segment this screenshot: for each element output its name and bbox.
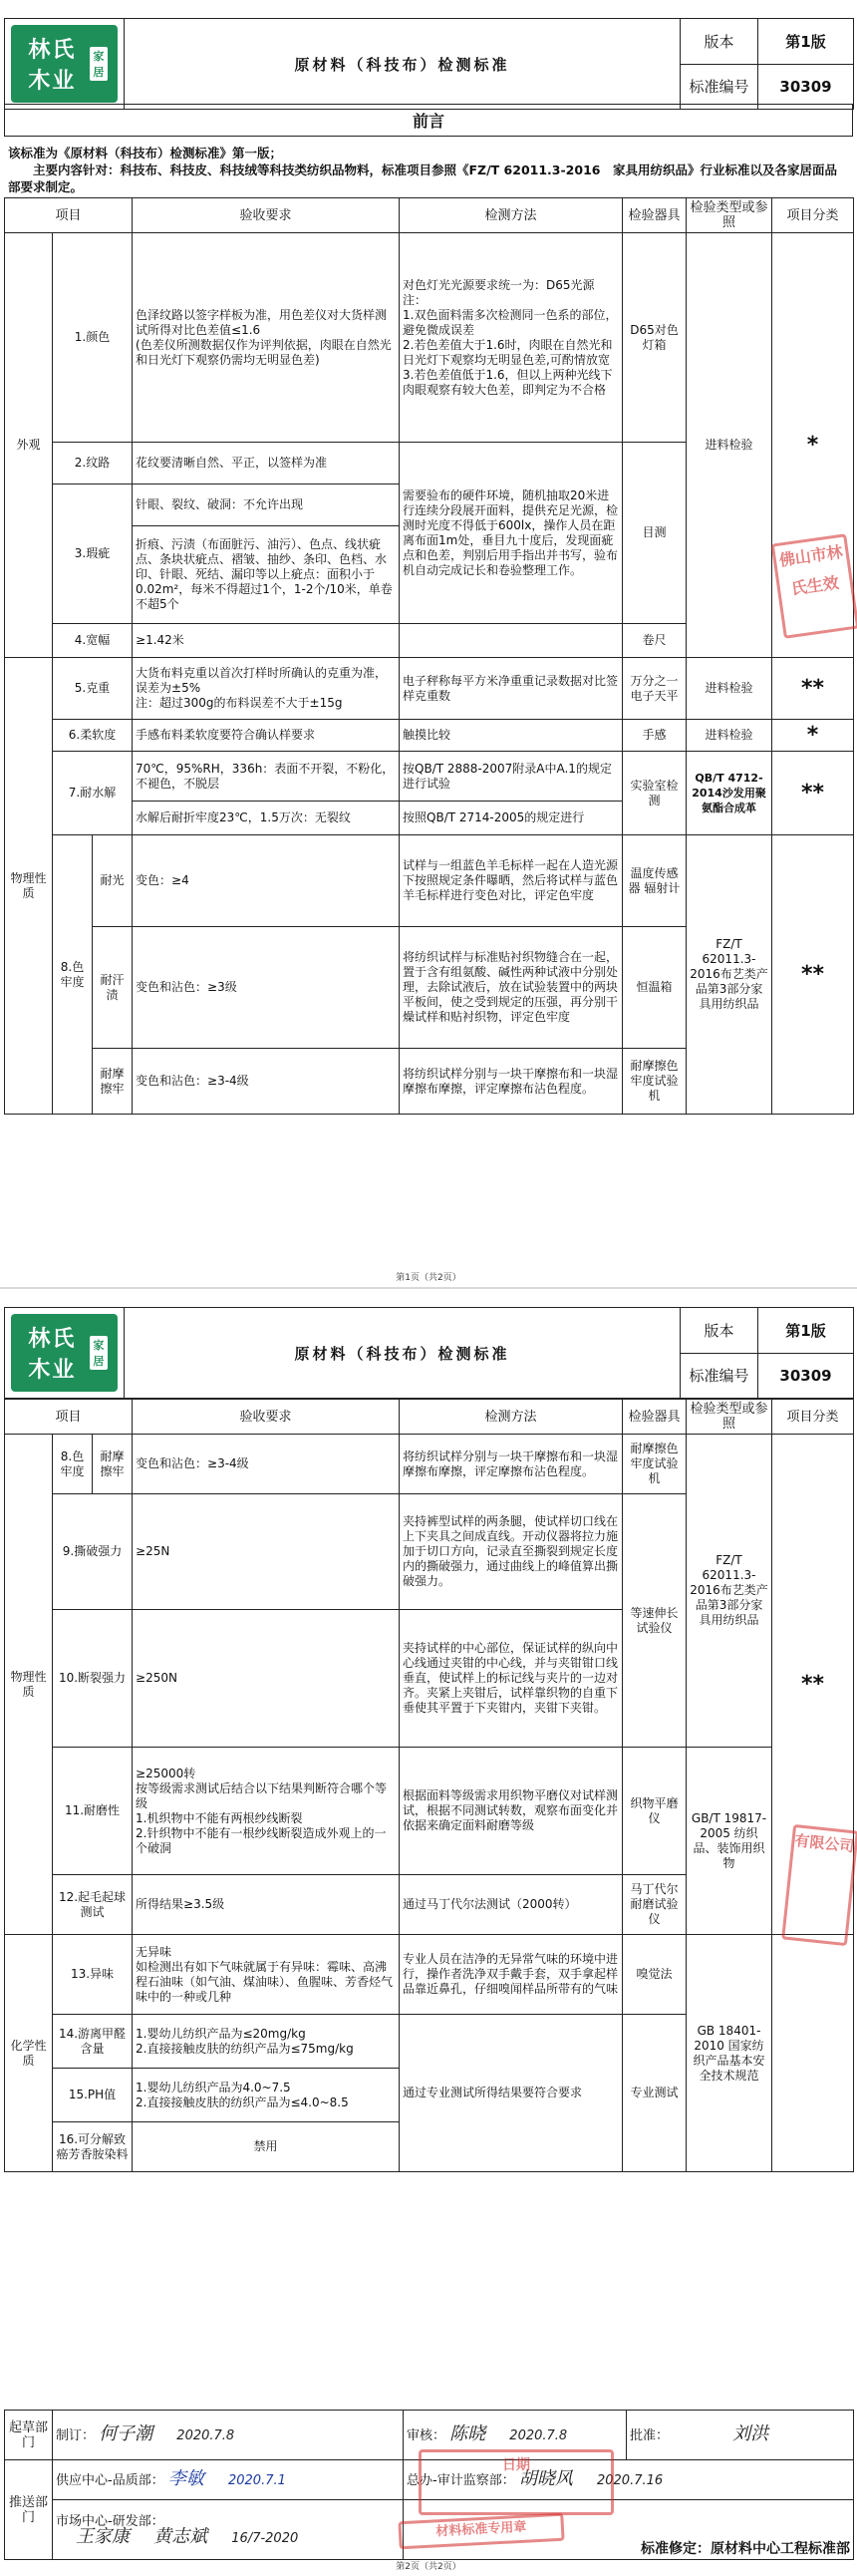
item-method: 触摸比较 [400, 720, 623, 752]
preface-line-2: 主要内容针对：科技布、科技皮、科技绒等科技类纺织品物料，标准项目参照《FZ/T 62011.3-2016 家具用纺织品》行业标准以及各家居面品部要求制定。 [8, 162, 837, 194]
item-name: 9.撕破强力 [53, 1494, 133, 1610]
item-name: 2.纹路 [53, 443, 133, 484]
col-type: 检验类型或参照 [687, 198, 772, 233]
drafter-signature: 何子潮 [99, 2423, 153, 2444]
item-method: 夹持裤型试样的两条腿，使试样切口线在上下夹具之间成直线。开动仪器将拉力施加于切口方向，记录直至撕裂到规定长度内的撕破强力，通过曲线上的峰值算出撕破强力。 [400, 1494, 623, 1610]
standards-table-1 [4, 197, 854, 1115]
item-type: 进料检验 [687, 233, 772, 658]
item-name: 4.宽幅 [53, 624, 133, 658]
item-req: 禁用 [133, 2122, 400, 2172]
market-signature: 王家康 [76, 2525, 130, 2547]
code-value: 30309 [758, 64, 854, 110]
item-name: 8.色牢度 [53, 835, 93, 1115]
market-signature-2: 黄志斌 [153, 2525, 208, 2547]
item-name: 12.起毛起球测试 [53, 1875, 133, 1935]
table-row [5, 720, 854, 752]
item-type: FZ/T 62011.3-2016布艺类产品第3部分家具用纺织品 [687, 1435, 772, 1748]
document-header [4, 1307, 854, 1399]
item-name: 10.断裂强力 [53, 1610, 133, 1748]
item-type: 进料检验 [687, 658, 772, 720]
item-name: 1.颜色 [53, 233, 133, 443]
stamp-2: 有限公司 [781, 1824, 857, 1946]
revise-cell [404, 2500, 854, 2560]
item-req: 大货布料克重以首次打样时所确认的克重为准，误差为±5% 注：超过300g的布料误差不大于±15g [133, 658, 400, 720]
logo-sub: 家居 [90, 47, 108, 81]
drafting-dept-label: 起草部门 [5, 2411, 53, 2460]
item-name: 5.克重 [53, 658, 133, 720]
item-class: ** [772, 835, 854, 1115]
table-row [5, 1435, 854, 1494]
item-method: 夹持试样的中心部位，保证试样的纵向中心线通过夹钳的中心线，并与夹钳钳口线垂直，使试样上的标记线与夹片的一边对齐。夹紧上夹钳后，试样靠织物的自重下垂使其平置于下夹钳内，夹钳下夹钳。 [400, 1610, 623, 1748]
version-label: 版本 [681, 19, 758, 65]
col-method: 检测方法 [400, 1400, 623, 1435]
supply-signature: 李敏 [167, 2468, 204, 2489]
item-req: 70℃，95%RH，336h：表面不开裂，不粉化，不褪色，不脱层 [133, 752, 400, 802]
item-name: 13.异味 [53, 1935, 133, 2015]
item-tool: 嗅觉法 [623, 1935, 687, 2015]
item-tool: 实验室检测 [623, 752, 687, 835]
item-class [772, 1935, 854, 2172]
market-date: 16/7-2020 [231, 2530, 299, 2546]
reviewer-label: 审核： [407, 2428, 446, 2443]
document-header [4, 18, 854, 110]
col-type: 检验类型或参照 [687, 1400, 772, 1435]
item-req: 1.婴幼儿纺织产品为4.0~7.5 2.直接接触皮肤的纺织产品为≤4.0~8.5 [133, 2069, 400, 2122]
item-tool: 万分之一电子天平 [623, 658, 687, 720]
item-class: ** [772, 1435, 854, 1935]
table-row [5, 752, 854, 802]
group-appearance: 外观 [5, 233, 53, 658]
item-class: * [772, 720, 854, 752]
item-tool: 马丁代尔耐磨试验仪 [623, 1875, 687, 1935]
col-class: 项目分类 [772, 1400, 854, 1435]
stamp-3: 日期 [419, 2449, 614, 2515]
stamp-4: 材料标准专用章 [398, 2513, 564, 2550]
item-tool: 手感 [623, 720, 687, 752]
item-req: 变色和沾色：≥3级 [133, 927, 400, 1049]
item-name: 16.可分解致癌芳香胺染料 [53, 2122, 133, 2172]
supply-cell [53, 2460, 404, 2500]
item-tool: 恒温箱 [623, 927, 687, 1049]
approval-row-supply [5, 2460, 854, 2500]
table-row [5, 658, 854, 720]
item-method: 按QB/T 2888-2007附录A中A.1的规定进行试验 [400, 752, 623, 802]
item-tool: 耐摩擦色牢度试验机 [623, 1049, 687, 1115]
item-type: QB/T 4712-2014沙发用聚氨酯合成革 [687, 752, 772, 835]
preface [4, 104, 853, 203]
col-item: 项目 [5, 1400, 133, 1435]
supply-label: 供应中心-品质部： [56, 2473, 164, 2488]
logo-cell [5, 1308, 125, 1399]
item-req: 1.婴幼儿纺织产品为≤20mg/kg 2.直接接触皮肤的纺织产品为≤75mg/kg [133, 2015, 400, 2069]
logo-text: 林氏木业 [28, 38, 77, 94]
item-method: 将纺织试样与标准贴衬织物缝合在一起，置于含有组氨酸、碱性两种试液中分别处理，去除试液后，放在试验装置中的两块平板间，使之受到规定的压强，再分别干燥试样和贴衬织物，评定色牢度 [400, 927, 623, 1049]
drafter-date: 2020.7.8 [176, 2428, 235, 2443]
item-class: * [772, 233, 854, 658]
item-req: ≥25000转 按等级需求测试后结合以下结果判断符合哪个等级 1.机织物中不能有两根纱线断裂 2.针织物中不能有一根纱线断裂造成外观上的一个破洞 [133, 1748, 400, 1875]
item-tool: 目测 [623, 443, 687, 624]
market-label: 市场中心-研发部： [56, 2513, 164, 2529]
sub-item-name: 耐光 [93, 835, 133, 927]
item-req: ≥25N [133, 1494, 400, 1610]
reviewer-date: 2020.7.8 [509, 2428, 568, 2443]
brand-logo [11, 1314, 118, 1392]
preface-body [4, 137, 853, 203]
item-req: 变色：≥4 [133, 835, 400, 927]
brand-logo [11, 25, 118, 103]
item-method: 电子秤称每平方米净重重记录数据对比签样克重数 [400, 658, 623, 720]
table-row [5, 1935, 854, 2015]
item-method: 将纺织试样分别与一块干摩擦布和一块湿摩擦布摩擦，评定摩擦布沾色程度。 [400, 1049, 623, 1115]
item-method: 需要验布的硬件环境，随机抽取20米进行连续分段展开面料，提供充足光源，检测时光度不得低于600lx，操作人员在距离布面1m处，垂目九十度后，发现面疵点和色差，判别后用手指出并书写，验布机自动完成记长和卷验整理工作。 [400, 443, 623, 624]
office-label: 总办-审计监察部： [407, 2473, 515, 2488]
item-req: 花纹要清晰自然、平正，以签样为准 [133, 443, 400, 484]
table-row [5, 835, 854, 927]
item-tool: 等速伸长试验仪 [623, 1494, 687, 1748]
sub-item-name: 耐摩擦牢 [93, 1049, 133, 1115]
item-name: 15.PH值 [53, 2069, 133, 2122]
item-name: 7.耐水解 [53, 752, 133, 835]
office-signature: 胡晓风 [518, 2468, 573, 2489]
reviewer-signature: 陈晓 [449, 2423, 486, 2444]
table-row [5, 233, 854, 443]
item-method: 试样与一组蓝色羊毛标样一起在人造光源下按照规定条件曝晒，然后将试样与蓝色羊毛标样进行变色对比，评定色牢度 [400, 835, 623, 927]
item-type: GB 18401-2010 国家纺织产品基本安全技术规范 [687, 1935, 772, 2172]
version-value: 第1版 [758, 1308, 854, 1354]
item-name: 3.瑕疵 [53, 484, 133, 624]
item-method [400, 624, 623, 658]
item-req: 色泽纹路以签字样板为准，用色差仪对大货样测试所得对比色差值≤1.6 (色差仪所测数据仅作为评判依据，肉眼在自然光和日光灯下观察仍需均无明显色差) [133, 233, 400, 443]
approver-label: 批准： [630, 2428, 670, 2443]
item-method: 根据面料等级需求用织物平磨仪对试样测试，根据不同测试转数，观察布面变化并依据来确定面料耐磨等级 [400, 1748, 623, 1875]
group-physical: 物理性质 [5, 1435, 53, 1935]
item-req: 变色和沾色：≥3-4级 [133, 1049, 400, 1115]
col-item: 项目 [5, 198, 133, 233]
approval-row-drafting [5, 2411, 854, 2460]
office-date: 2020.7.16 [596, 2473, 664, 2488]
logo-cell [5, 19, 125, 110]
item-method: 将纺织试样分别与一块干摩擦布和一块湿摩擦布摩擦，评定摩擦布沾色程度。 [400, 1435, 623, 1494]
item-req: 无异味 如检测出有如下气味就属于有异味：霉味、高沸程石油味（如气油、煤油味）、鱼腥味、芳香烃气味中的一种或几种 [133, 1935, 400, 2015]
version-label: 版本 [681, 1308, 758, 1354]
approver-cell [627, 2411, 854, 2460]
col-tool: 检验器具 [623, 1400, 687, 1435]
drafter-label: 制订： [56, 2428, 96, 2443]
group-chemical: 化学性质 [5, 1935, 53, 2172]
stamp-1: 佛山市林氏生效 [771, 533, 857, 639]
item-name: 6.柔软度 [53, 720, 133, 752]
item-tool: 温度传感器 辐射计 [623, 835, 687, 927]
item-req: 针眼、裂纹、破洞：不允许出现 [133, 484, 400, 526]
page-1 [0, 0, 857, 1287]
table-row [5, 1748, 854, 1875]
preface-title: 前言 [4, 104, 853, 137]
item-name: 11.耐磨性 [53, 1748, 133, 1875]
item-type: GB/T 19817-2005 纺织品、装饰用织物 [687, 1748, 772, 1935]
item-tool: 耐摩擦色牢度试验机 [623, 1435, 687, 1494]
item-method: 对色灯光光源要求统一为：D65光源 注： 1.双色面料需多次检测同一色系的部位，避免微成误差 2.若色差值大于1.6时，肉眼在自然光和日光灯下观察均无明显色差,可酌情放宽 3.若色差值低于1.6，但以上两种光线下肉眼观察有较大色差，即判定为不合格 [400, 233, 623, 443]
group-physical: 物理性质 [5, 658, 53, 1115]
item-req: ≥250N [133, 1610, 400, 1748]
office-cell [404, 2460, 854, 2500]
page-2 [0, 1289, 857, 2576]
item-req: 变色和沾色：≥3-4级 [133, 1435, 400, 1494]
item-name: 14.游离甲醛含量 [53, 2015, 133, 2069]
item-tool: 专业测试 [623, 2015, 687, 2172]
item-tool: D65对色灯箱 [623, 233, 687, 443]
page-footer: 第1页（共2页） [396, 1273, 461, 1283]
standards-table-2 [4, 1399, 854, 2172]
item-class: ** [772, 658, 854, 720]
market-cell [53, 2500, 404, 2560]
item-tool: 织物平磨仪 [623, 1748, 687, 1875]
code-label: 标准编号 [681, 1353, 758, 1399]
item-req: 折痕、污渍（布面脏污、油污）、色点、线状疵点、条块状疵点、褶皱、抽纱、条印、色档、水印、针眼、死结、漏印等以上疵点：面积小于0.02m²，每米不得超过1个，1-2个/10米，单卷不超5个 [133, 526, 400, 624]
logo-text: 林氏木业 [28, 1327, 77, 1383]
approval-table [4, 2410, 854, 2560]
code-value: 30309 [758, 1353, 854, 1399]
table-header-row [5, 198, 854, 233]
item-method: 按照QB/T 2714-2005的规定进行 [400, 802, 623, 835]
item-req: 水解后耐折牢度23℃，1.5万次：无裂纹 [133, 802, 400, 835]
table-header-row [5, 1400, 854, 1435]
reviewer-cell [404, 2411, 627, 2460]
col-class: 项目分类 [772, 198, 854, 233]
doc-title: 原材料（科技布）检测标准 [125, 1308, 681, 1399]
logo-sub: 家居 [90, 1336, 108, 1370]
col-req: 验收要求 [133, 1400, 400, 1435]
item-req: 手感布料柔软度要符合确认样要求 [133, 720, 400, 752]
item-method: 通过马丁代尔法测试（2000转） [400, 1875, 623, 1935]
doc-title: 原材料（科技布）检测标准 [125, 19, 681, 110]
sub-item-name: 耐汗渍 [93, 927, 133, 1049]
approver-signature: 刘洪 [732, 2423, 769, 2444]
preface-line-1: 该标准为《原材料（科技布）检测标准》第一版； [8, 146, 283, 161]
item-class: ** [772, 752, 854, 835]
page-footer: 第2页（共2页） [396, 2562, 461, 2572]
item-tool: 卷尺 [623, 624, 687, 658]
supply-date: 2020.7.1 [227, 2473, 286, 2488]
revise-label: 标准修定：原材料中心工程标准部 [641, 2541, 850, 2557]
item-method: 专业人员在洁净的无异常气味的环境中进行，操作者洗净双手戴手套，双手拿起样品靠近鼻孔，仔细嗅闻样品所带有的气味 [400, 1935, 623, 2015]
item-req: ≥1.42米 [133, 624, 400, 658]
item-name: 8.色牢度 [53, 1435, 93, 1494]
version-value: 第1版 [758, 19, 854, 65]
item-req: 所得结果≥3.5级 [133, 1875, 400, 1935]
drafter-cell [53, 2411, 404, 2460]
col-req: 验收要求 [133, 198, 400, 233]
item-method: 通过专业测试所得结果要符合要求 [400, 2015, 623, 2172]
sub-item-name: 耐摩擦牢 [93, 1435, 133, 1494]
item-type: FZ/T 62011.3-2016布艺类产品第3部分家具用纺织品 [687, 835, 772, 1115]
item-type: 进料检验 [687, 720, 772, 752]
promote-dept-label: 推送部门 [5, 2460, 53, 2560]
code-label: 标准编号 [681, 64, 758, 110]
col-method: 检测方法 [400, 198, 623, 233]
approval-row-market [5, 2500, 854, 2560]
col-tool: 检验器具 [623, 198, 687, 233]
